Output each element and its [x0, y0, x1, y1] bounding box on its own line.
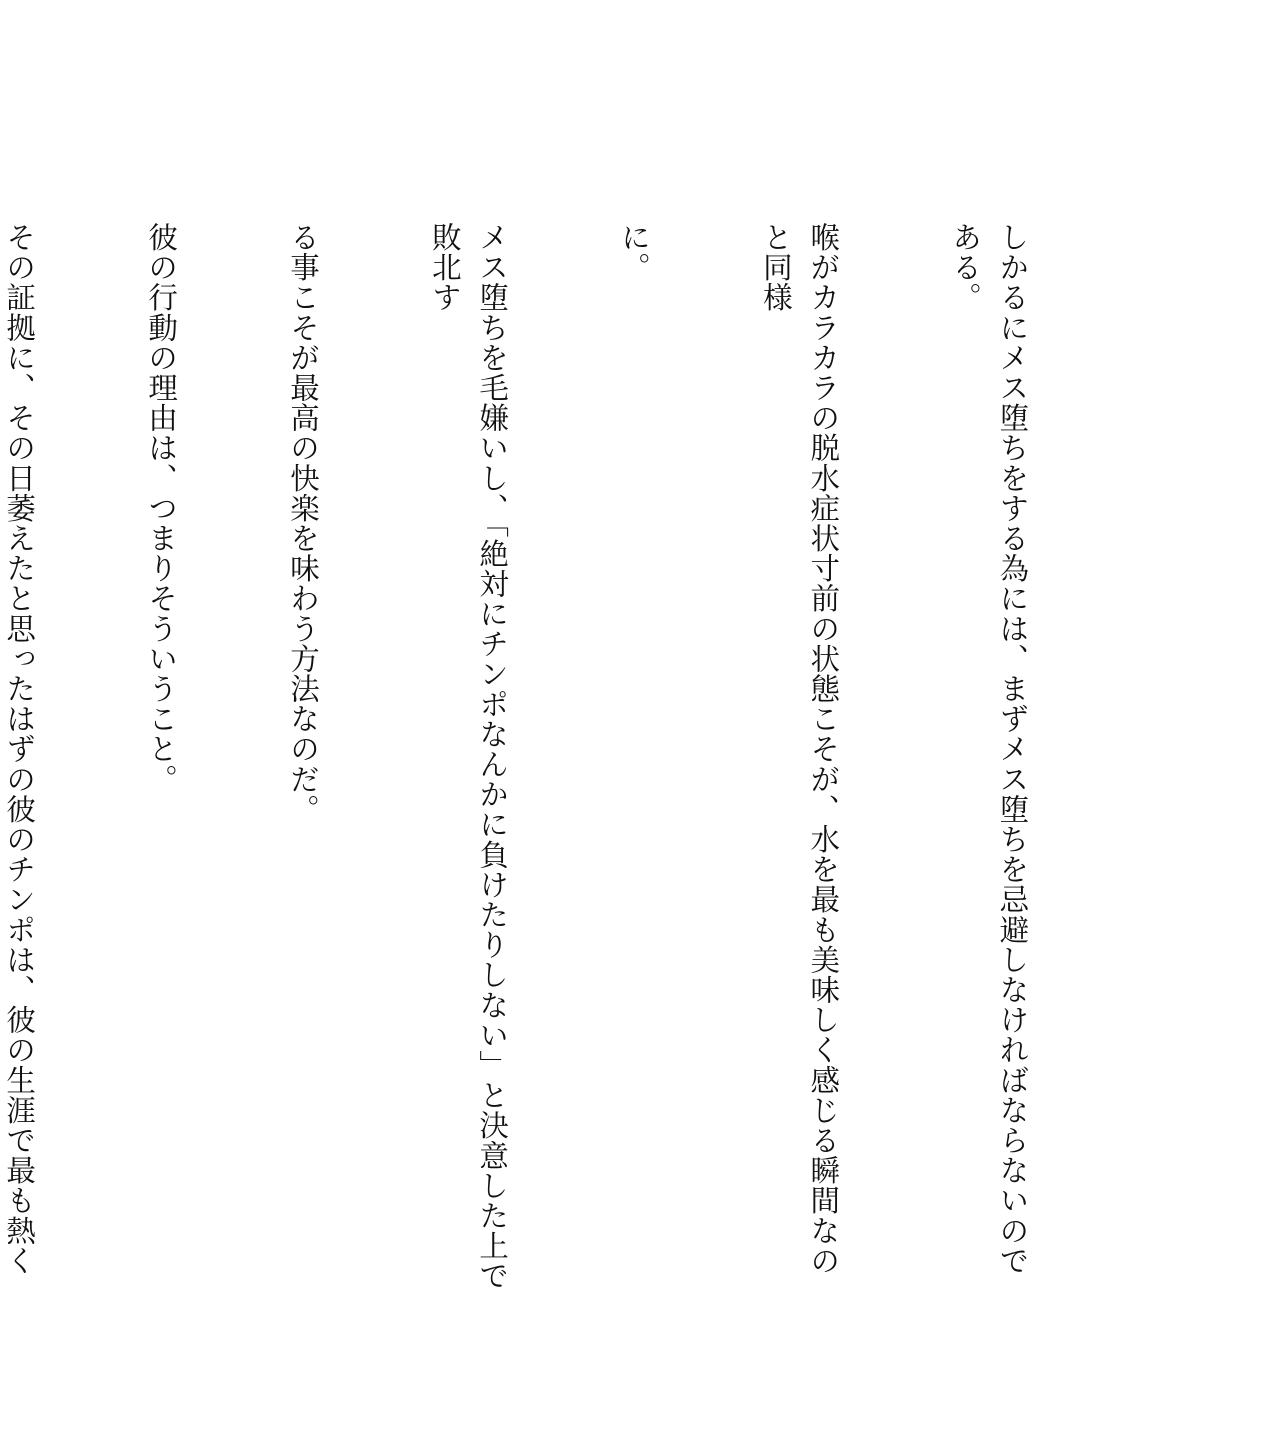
text-line: その証拠に、その日萎えたと思ったはずの彼のチンポは、彼の生涯で最も熱く [2, 222, 37, 1276]
text-line: 彼の行動の理由は、つまりそういうこと。 [144, 222, 179, 794]
text-line: 喉がカラカラの脱水症状寸前の状態こそが、水を最も美味しく感じる瞬間なのと同様 [758, 222, 841, 1276]
vertical-text-body [0, 222, 1130, 1302]
text-line: る事こそが最高の快楽を味わう方法なのだ。 [285, 222, 320, 824]
text-line: しかるにメス堕ちをする為には、まずメス堕ちを忌避しなければならないのである。 [948, 222, 1030, 1276]
text-line: に。 [617, 222, 652, 283]
text-line: メス堕ちを毛嫌いし、「絶対にチンポなんかに負けたりしない」と決意した上で敗北す [427, 222, 510, 1291]
